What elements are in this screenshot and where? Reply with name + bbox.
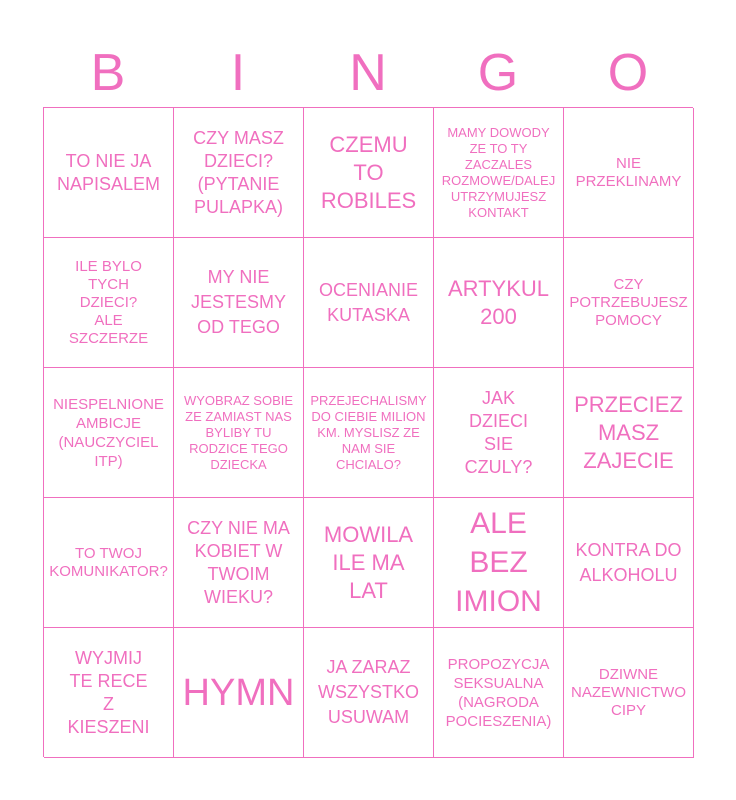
bingo-cell[interactable] [44, 238, 174, 368]
cell-text: JAK DZIECI SIE CZULY? [464, 387, 533, 477]
cell-text: TO TWOJ KOMUNIKATOR? [49, 544, 168, 580]
cell-text: NIESPELNIONE AMBICJE (NAUCZYCIEL ITP) [53, 395, 164, 470]
cell-text: ILE BYLO TYCH DZIECI? ALE SZCZERZE [68, 257, 149, 347]
cell-text: PRZECIEZ MASZ ZAJECIE [574, 391, 683, 473]
bingo-cell[interactable] [174, 368, 304, 498]
cell-text: CZY NIE MA KOBIET W TWOIM WIEKU? [187, 517, 290, 607]
bingo-cell[interactable] [564, 368, 694, 498]
bingo-cell[interactable] [434, 498, 564, 628]
bingo-cell[interactable] [44, 628, 174, 758]
cell-text: OCENIANIE KUTASKA [318, 279, 419, 325]
bingo-cell[interactable] [44, 108, 174, 238]
cell-text: PROPOZYCJA SEKSUALNA (NAGRODA POCIESZENIA) [445, 655, 552, 730]
bingo-cell[interactable] [304, 628, 434, 758]
bingo-cell[interactable] [564, 628, 694, 758]
cell-text: MY NIE JESTESMY OD TEGO [190, 267, 287, 337]
header-letter-n: N [349, 44, 387, 102]
cell-text: DZIWNE NAZEWNICTWO CIPY [571, 665, 686, 719]
cell-text: TO NIE JA NAPISALEM [56, 150, 161, 194]
bingo-cell[interactable] [174, 108, 304, 238]
bingo-cell[interactable] [304, 498, 434, 628]
cell-text: CZY POTRZEBUJESZ POMOCY [569, 275, 688, 329]
cell-text: MAMY DOWODY ZE TO TY ZACZALES ROZMOWE/DALEJ UTRZYMUJESZ KONTAKT [441, 124, 556, 220]
bingo-cell[interactable] [564, 498, 694, 628]
bingo-cell[interactable] [304, 368, 434, 498]
header-letter-o: O [607, 44, 649, 102]
bingo-header [43, 40, 693, 106]
header-letter-b: B [90, 44, 126, 102]
header-letter-g: G [477, 44, 519, 102]
cell-text: HYMN [182, 671, 295, 714]
cell-text: CZEMU TO ROBILES [320, 131, 417, 213]
cell-text: JA ZARAZ WSZYSTKO USUWAM [317, 657, 419, 727]
bingo-cell[interactable] [304, 108, 434, 238]
cell-text: WYJMIJ TE RECE Z KIESZENI [67, 647, 150, 737]
cell-text: ALE BEZ IMION [455, 507, 542, 618]
bingo-cell[interactable] [434, 628, 564, 758]
cell-text: PRZEJECHALISMY DO CIEBIE MILION KM. MYSLISZ ZE NAM SIE CHCIALO? [310, 392, 427, 472]
cell-text: WYOBRAZ SOBIE ZE ZAMIAST NAS BYLIBY TU RODZICE TEGO DZIECKA [183, 392, 294, 472]
bingo-cell[interactable] [304, 238, 434, 368]
header-letter-i: I [230, 44, 246, 102]
cell-text: ARTYKUL 200 [447, 275, 550, 329]
bingo-cell[interactable] [434, 368, 564, 498]
cell-text: NIE PRZEKLINAMY [575, 154, 682, 190]
bingo-cell[interactable] [44, 498, 174, 628]
bingo-cell[interactable] [174, 238, 304, 368]
bingo-board [43, 107, 693, 757]
bingo-cell[interactable] [434, 238, 564, 368]
bingo-cell[interactable] [174, 498, 304, 628]
cell-text: MOWILA ILE MA LAT [323, 521, 414, 603]
bingo-cell[interactable] [434, 108, 564, 238]
bingo-cell[interactable] [564, 108, 694, 238]
bingo-cell[interactable] [564, 238, 694, 368]
bingo-cell[interactable] [44, 368, 174, 498]
cell-text: KONTRA DO ALKOHOLU [575, 539, 682, 585]
cell-text: CZY MASZ DZIECI? (PYTANIE PULAPKA) [193, 127, 284, 217]
bingo-cell[interactable] [174, 628, 304, 758]
